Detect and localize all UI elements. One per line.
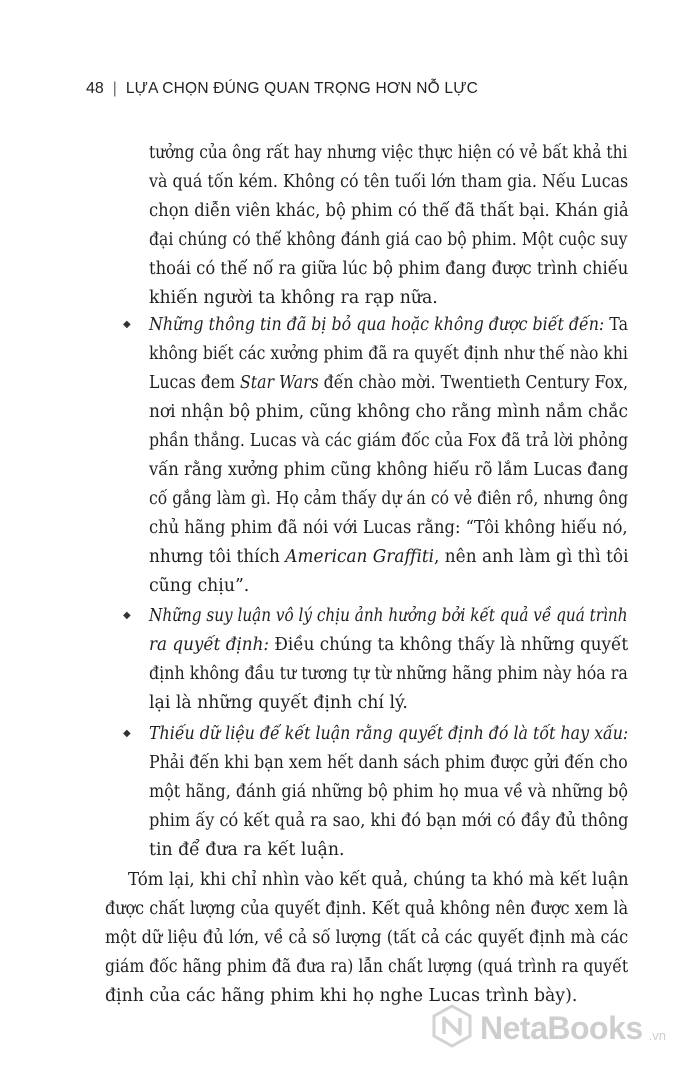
text-line: phim ấy có kết quả ra sao, khi đó bạn mới có đầy đủ thông [149,811,629,831]
text-line: một hãng, đánh giá những bộ phim họ mua về và những bộ [149,782,629,802]
text-line: khiến người ta không ra rạp nữa. [149,288,438,308]
text-line: không biết các xưởng phim đã ra quyết định như thế nào khi [149,344,628,364]
page-number: 48 [86,80,104,97]
watermark-suffix: .vn [648,1028,666,1043]
text-line [149,604,628,628]
bullet-icon: ◆ [123,319,131,330]
header-separator: | [112,80,117,97]
film-title: American Graffiti [285,547,435,567]
text-line: định không đầu tư tương tự từ những hãng phim này hóa ra [149,664,628,684]
bullet-icon: ◆ [123,610,131,621]
text-line: nhưng tôi thích American Graffiti, nên anh làm gì thì tôi [149,547,629,567]
text-line: Lucas đem Star Wars đến chào mời. Twentieth Century Fox, [149,373,629,393]
netabooks-logo-icon [430,1004,474,1053]
bullet-heading: Thiếu dữ liệu để kết luận rằng quyết định đó là tốt hay xấu: [149,724,629,744]
text-line: chủ hãng phim đã nói với Lucas rằng: “Tôi không hiểu nó, [149,518,628,538]
text-line: nơi nhận bộ phim, cũng không cho rằng mình nắm chắc [149,402,628,422]
text-line: đại chúng có thể không đánh giá cao bộ phim. Một cuộc suy [149,230,628,250]
text-line: cũng chịu”. [149,576,250,596]
text-line: tin để đưa ra kết luận. [149,840,345,860]
text-line: phần thắng. Lucas và các giám đốc của Fox đã trả lời phỏng [149,431,629,451]
text-line: thoái có thể nổ ra giữa lúc bộ phim đang được trình chiếu [149,259,629,279]
running-header [86,80,478,98]
bullet-heading: ra quyết định: [149,635,270,655]
text-line: Những thông tin đã bị bỏ qua hoặc không được biết đến: Ta [149,315,629,335]
text-line: giám đốc hãng phim đã đưa ra) lẫn chất lượng (quá trình ra quyết [105,957,629,977]
text-line [149,722,628,746]
text-line: ra quyết định: Điều chúng ta không thấy là những quyết [149,635,629,655]
text-line: lại là những quyết định chí lý. [149,693,408,713]
bullet-heading: Những suy luận vô lý chịu ảnh hưởng bởi kết quả về quá trình [149,606,628,626]
text-line: Phải đến khi bạn xem hết danh sách phim được gửi đến cho [149,753,628,773]
text-line: Tóm lại, khi chỉ nhìn vào kết quả, chúng ta khó mà kết luận [128,870,629,890]
bullet-heading: Những thông tin đã bị bỏ qua hoặc không được biết đến: [149,315,605,335]
text-line: tưởng của ông rất hay nhưng việc thực hiện có vẻ bất khả thi [149,143,628,163]
text-line: chọn diễn viên khác, bộ phim có thể đã thất bại. Khán giả [149,201,629,221]
watermark [430,1004,666,1053]
text-line: cố gắng làm gì. Họ cảm thấy dự án có vẻ điên rồ, nhưng ông [149,489,629,509]
text-line: một dữ liệu đủ lớn, về cả số lượng (tất cả các quyết định mà các [105,928,629,948]
text-line: vấn rằng xưởng phim cũng không hiểu rõ lắm Lucas đang [149,460,629,480]
text-line: và quá tốn kém. Không có tên tuổi lớn tham gia. Nếu Lucas [149,172,629,192]
running-header-title: LỰA CHỌN ĐÚNG QUAN TRỌNG HƠN NỖ LỰC [125,80,479,97]
text-line: được chất lượng của quyết định. Kết quả không nên được xem là [105,899,629,919]
text-line: định của các hãng phim khi họ nghe Lucas trình bày). [105,986,578,1006]
film-title: Star Wars [240,373,319,393]
bullet-icon: ◆ [123,728,131,739]
watermark-brand: NetaBooks [480,1010,643,1046]
